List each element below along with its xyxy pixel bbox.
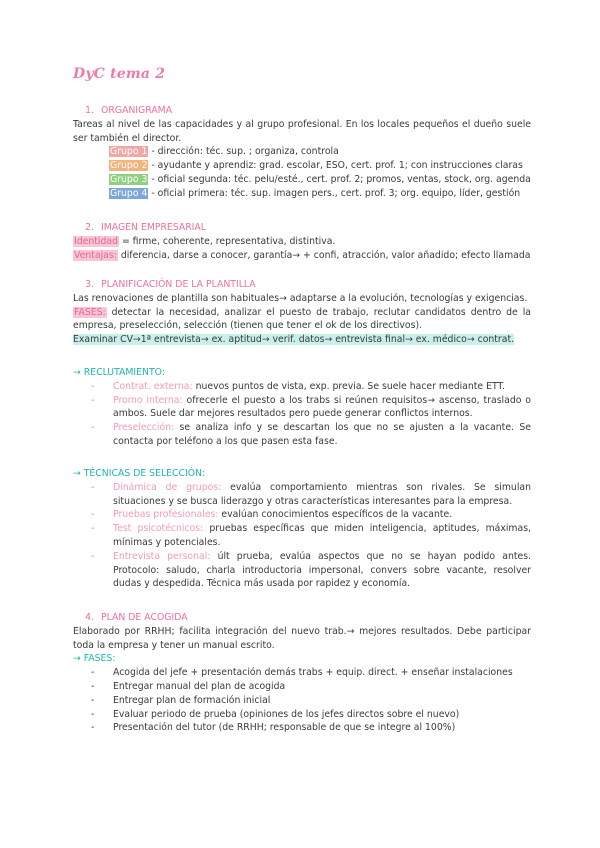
list-item: - Contrat. externa: nuevos puntos de vista, exp. previa. Se suele hacer mediante ETT. [91, 380, 506, 392]
dash-bullet: - [91, 680, 95, 692]
list-item: - Evaluar periodo de prueba (opiniones de los jefes directos sobre el nuevo) [91, 708, 460, 720]
section-heading: 4. PLAN DE ACOGIDA [85, 612, 188, 623]
section-heading: 3. PLANIFICACIÓN DE LA PLANTILLA [85, 279, 256, 290]
dash-bullet: - [91, 667, 95, 679]
subsection-heading: → RECLUTAMIENTO: [73, 367, 165, 378]
group-line: Grupo 3 - oficial segunda: téc. pelu/esté., cert. prof. 2; promos, ventas, stock, org. agenda [110, 173, 531, 185]
list-item: - Acogida del jefe + presentación demás trabs + equip. direct. + enseñar instalaciones [91, 667, 513, 679]
section-plan-acogida [73, 611, 531, 735]
dash-bullet: - [91, 523, 95, 535]
group-line: Grupo 1 - dirección: téc. sup. ; organiza, controla [110, 146, 339, 158]
onboarding-phases-list [73, 666, 531, 735]
section-paragraph: Las renovaciones de plantilla son habituales→ adaptarse a la evolución, tecnologías y exigencias. [73, 292, 528, 304]
list-item: - Presentación del tutor (de RRHH; responsable de que se integre al 100%) [91, 722, 456, 734]
list-item: - Dinámica de grupos: evalúa comportamiento mientras son rivales. Se simulan situaciones y se busca liderazgo y otras características interesantes para la empresa. [91, 481, 531, 507]
subsection-heading: → TÉCNICAS DE SELECCIÓN: [73, 468, 206, 479]
advantages-line: Ventajas: diferencia, darse a conocer, garantía→ + confi, atracción, valor añadido; efecto llamada [74, 249, 531, 261]
subsection-heading: → FASES: [73, 653, 116, 665]
section-imagen-empresarial [73, 221, 531, 262]
dash-bullet: - [91, 380, 95, 392]
dash-bullet: - [91, 708, 95, 720]
list-item: - Test psicotécnicos: pruebas específicas que miden inteligencia, aptitudes, máximas, mínimas y potenciales. [91, 523, 531, 548]
section-heading: 2. IMAGEN EMPRESARIAL [85, 222, 206, 233]
dash-bullet: - [91, 509, 95, 521]
section-paragraph: Elaborado por RRHH; facilita integración del nuevo trab.→ mejores resultados. Debe participar toda la empresa y tener un manual escrito. [73, 625, 531, 651]
list-item: - Pruebas profesionales: evalúan conocimientos específicos de la vacante. [91, 509, 453, 521]
list-item: - Promo interna: ofrecerle el puesto a los trabs si reúnen requisitos→ ascenso, traslado o ambos. Suele dar mejores resultados pero puede generar conflictos internos. [91, 394, 531, 420]
document-title: DyC tema 2 [73, 66, 166, 82]
section-heading: 1. ORGANIGRAMA [85, 105, 173, 116]
list-item: - Entregar manual del plan de acogida [91, 680, 286, 692]
group-line: Grupo 4 - oficial primera: téc. sup. imagen pers., cert. prof. 3; org. equipo, líder, gestión [110, 187, 521, 199]
group-label: Grupo 1 [110, 146, 148, 158]
fases-paragraph: FASES: detectar la necesidad, analizar el puesto de trabajo, reclutar candidatos dentro de la empresa, preselección, selección (tienen que tener el ok de los directivos). [73, 306, 531, 332]
group-label: Grupo 4 [110, 187, 148, 199]
dash-bullet: - [91, 694, 95, 706]
list-item: - Entrevista personal: últ prueba, evalúa aspectos que no se hayan podido antes. Protocolo: saludo, charla introductoria impersonal, convers sobre vacante, resolver dudas y despedida. Técnica más usada por rapidez y economía. [91, 550, 531, 590]
section-organigrama [73, 104, 531, 201]
list-item: - Entregar plan de formación inicial [91, 694, 271, 706]
dash-bullet: - [91, 550, 95, 562]
dash-bullet: - [91, 422, 95, 434]
section-reclutamiento [73, 366, 531, 449]
dash-bullet: - [91, 722, 95, 734]
group-label: Grupo 2 [110, 160, 148, 172]
section-paragraph: Tareas al nivel de las capacidades y al grupo profesional. En los locales pequeños el dueño suele ser también el director. [73, 118, 531, 144]
section-tecnicas-seleccion [73, 467, 531, 591]
highlight-label: FASES: [74, 306, 106, 318]
dash-bullet: - [91, 481, 95, 493]
dash-bullet: - [91, 394, 95, 406]
highlight-label: Ventajas: [74, 249, 117, 261]
group-line: Grupo 2 - ayudante y aprendiz: grad. escolar, ESO, cert. prof. 1; con instrucciones claras [110, 160, 523, 172]
identity-line: Identidad = firme, coherente, representativa, distintiva. [74, 235, 336, 247]
section-planificacion [73, 278, 531, 347]
list-item: - Preselección: se analiza info y se descartan los que no se ajusten a la vacante. Se contacta por teléfono a los que pasen esta fase. [91, 422, 531, 447]
recruitment-list [73, 380, 531, 449]
process-line: Examinar CV→1ª entrevista→ ex. aptitud→ verif. datos→ entrevista final→ ex. médico→ contrat. [73, 334, 515, 346]
group-label: Grupo 3 [110, 173, 148, 185]
selection-techniques-list [73, 481, 531, 591]
highlight-label: Identidad [74, 235, 118, 247]
